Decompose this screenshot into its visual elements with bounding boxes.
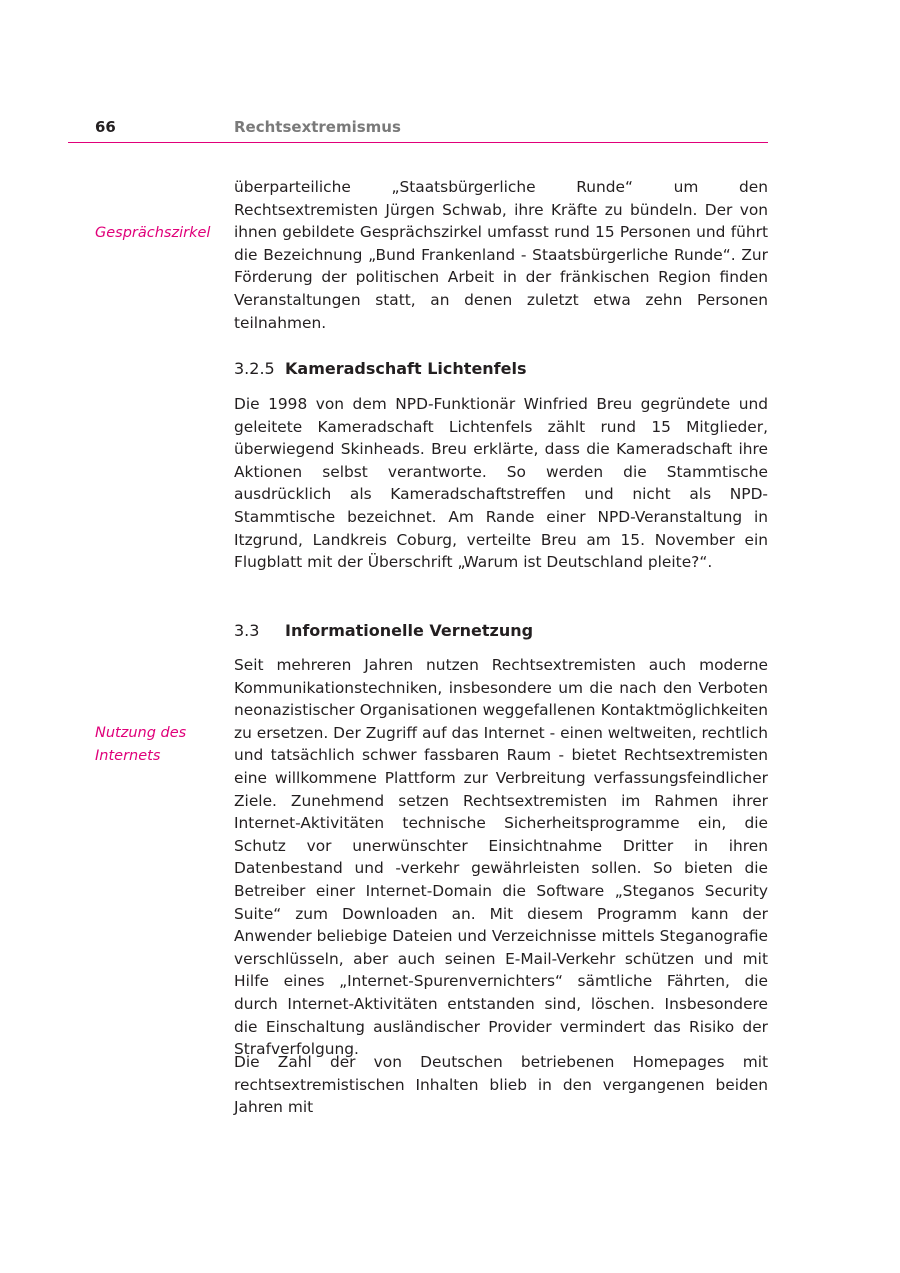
- section-heading-3-2-5: [234, 359, 527, 378]
- running-title: Rechtsextremismus: [234, 118, 401, 136]
- paragraph-kameradschaft: Die 1998 von dem NPD-Funktionär Winfried Breu gegründete und geleitete Kameradschaft Lichtenfels zählt rund 15 Mitglieder, überwiegend Skinheads. Breu erklärte, dass die Kameradschaft ihre Aktionen selbst verantworte. So werden die Stammtische ausdrücklich als Kameradschaftstreffen und nicht als NPD-Stammtische bezeichnet. Am Rande einer NPD-Veranstaltung in Itzgrund, Landkreis Coburg, verteilte Breu am 15. November ein Flugblatt mit der Überschrift „Warum ist Deutschland pleite?“.: [234, 395, 768, 572]
- margin-note-internet: Nutzung des Internets: [95, 725, 187, 764]
- section-heading-3-3: [234, 621, 534, 640]
- section-title: Informationelle Vernetzung: [285, 621, 534, 640]
- paragraph-vernetzung-1: Seit mehreren Jahren nutzen Rechtsextremisten auch moderne Kommunikationstechniken, insbesondere um die nach den Verboten neonazistischer Organisationen weggefallenen Kontaktmöglichkeiten zu ersetzen. Der Zugriff auf das Internet - einen weltweiten, rechtlich und tatsächlich schwer fassbaren Raum - bietet Rechtsextremisten eine willkommene Plattform zur Verbreitung verfassungsfeindlicher Ziele. Zunehmend setzen Rechtsextremisten im Rahmen ihrer Internet-Aktivitäten technische Sicherheitsprogramme ein, die Schutz vor unerwünschter Einsichtnahme Dritter in ihren Datenbestand und -verkehr gewährleisten sollen. So bieten die Betreiber einer Internet-Domain die Software „Steganos Security Suite“ zum Downloaden an. Mit diesem Programm kann der Anwender beliebige Dateien und Verzeichnisse mittels Steganografie verschlüsseln, aber auch seinen E-Mail-Verkehr schützen und mit Hilfe eines „Internet-Spurenvernichters“ sämtliche Fährten, die durch Internet-Aktivitäten entstanden sind, löschen. Insbesondere die Einschaltung ausländischer Provider vermindert das Risiko der Strafverfolgung.: [234, 656, 768, 1059]
- page-header: [68, 116, 768, 143]
- section-title: Kameradschaft Lichtenfels: [285, 359, 527, 378]
- intro-paragraph: überparteiliche „Staatsbürgerliche Runde“ um den Rechtsextremisten Jürgen Schwab, ihre Kräfte zu bündeln. Der von ihnen gebildete Gesprächszirkel umfasst rund 15 Personen und führt die Bezeichnung „Bund Frankenland - Staatsbürgerliche Runde“. Zur Förderung der politischen Arbeit in der fränkischen Region finden Veranstaltungen statt, an denen zuletzt etwa zehn Personen teilnahmen.: [234, 178, 768, 332]
- section-number: 3.3: [234, 621, 260, 640]
- page-number: 66: [95, 118, 116, 136]
- section-number: 3.2.5: [234, 359, 275, 378]
- paragraph-vernetzung-2: Die Zahl der von Deutschen betriebenen Homepages mit rechtsextremistischen Inhalten blieb in den vergangenen beiden Jahren mit: [234, 1053, 768, 1117]
- margin-note-gespraechszirkel: Gesprächszirkel: [95, 225, 211, 241]
